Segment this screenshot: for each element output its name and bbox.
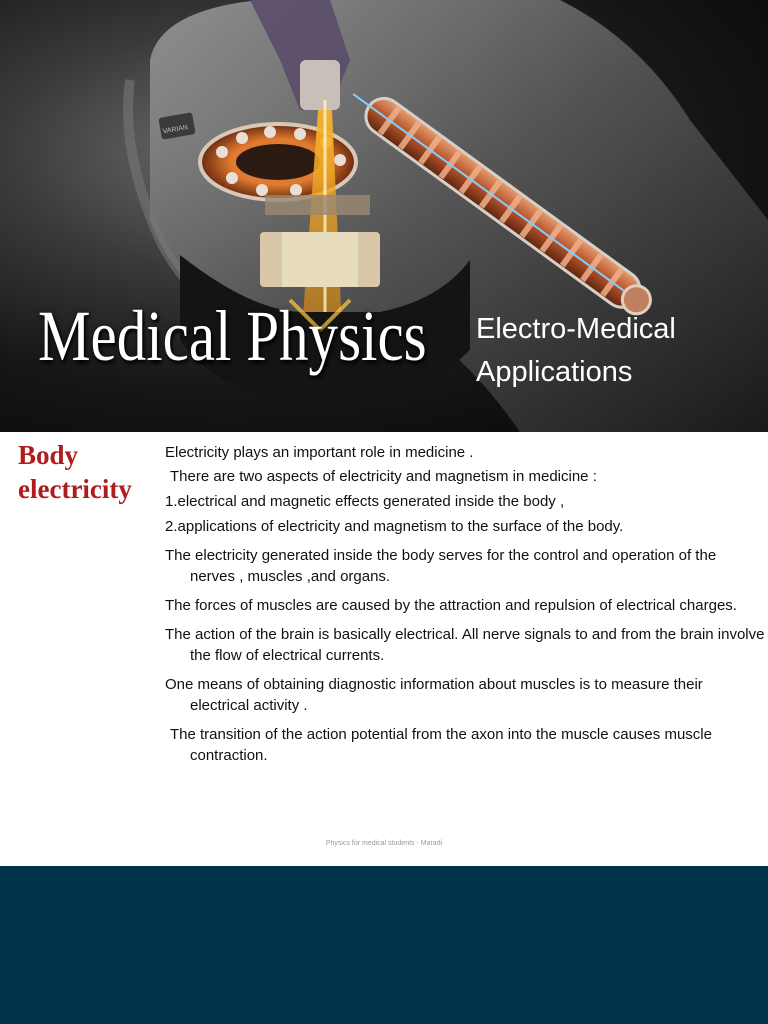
paragraph: 1.electrical and magnetic effects generated inside the body , xyxy=(165,493,565,510)
paragraph: 2.applications of electricity and magnetism to the surface of the body. xyxy=(165,518,624,535)
paragraph: Electricity plays an important role in medicine . xyxy=(165,444,474,461)
machine-label: VARIAN xyxy=(162,124,189,136)
heading-line-2: electricity xyxy=(18,474,132,504)
paragraph: One means of obtaining diagnostic information about muscles is to measure their electrical activity . xyxy=(165,676,703,714)
paragraph: The action of the brain is basically electrical. All nerve signals to and from the brain involve the flow of electrical currents. xyxy=(165,626,765,664)
slide-footer: Physics for medical students - Maradi xyxy=(325,840,443,847)
slide-body-text xyxy=(165,442,765,766)
slide-body-electricity xyxy=(0,432,768,866)
paragraph: There are two aspects of electricity and magnetism in medicine : xyxy=(170,468,597,485)
subtitle-line-2: Applications xyxy=(476,356,633,388)
slide-blank-dark xyxy=(0,866,768,1024)
slide-heading xyxy=(18,438,132,506)
paragraph: The transition of the action potential from the axon into the muscle causes muscle contraction. xyxy=(170,726,712,764)
slide-medical-physics xyxy=(0,0,768,432)
paragraph: The electricity generated inside the body serves for the control and operation of the nerves , muscles ,and organs. xyxy=(165,547,717,585)
subtitle-line-1: Electro-Medical xyxy=(476,313,676,345)
paragraph: The forces of muscles are caused by the attraction and repulsion of electrical charges. xyxy=(165,597,737,614)
heading-line-1: Body xyxy=(18,440,79,470)
slide-title: Medical Physics xyxy=(38,296,427,376)
slide-subtitle xyxy=(476,308,676,394)
